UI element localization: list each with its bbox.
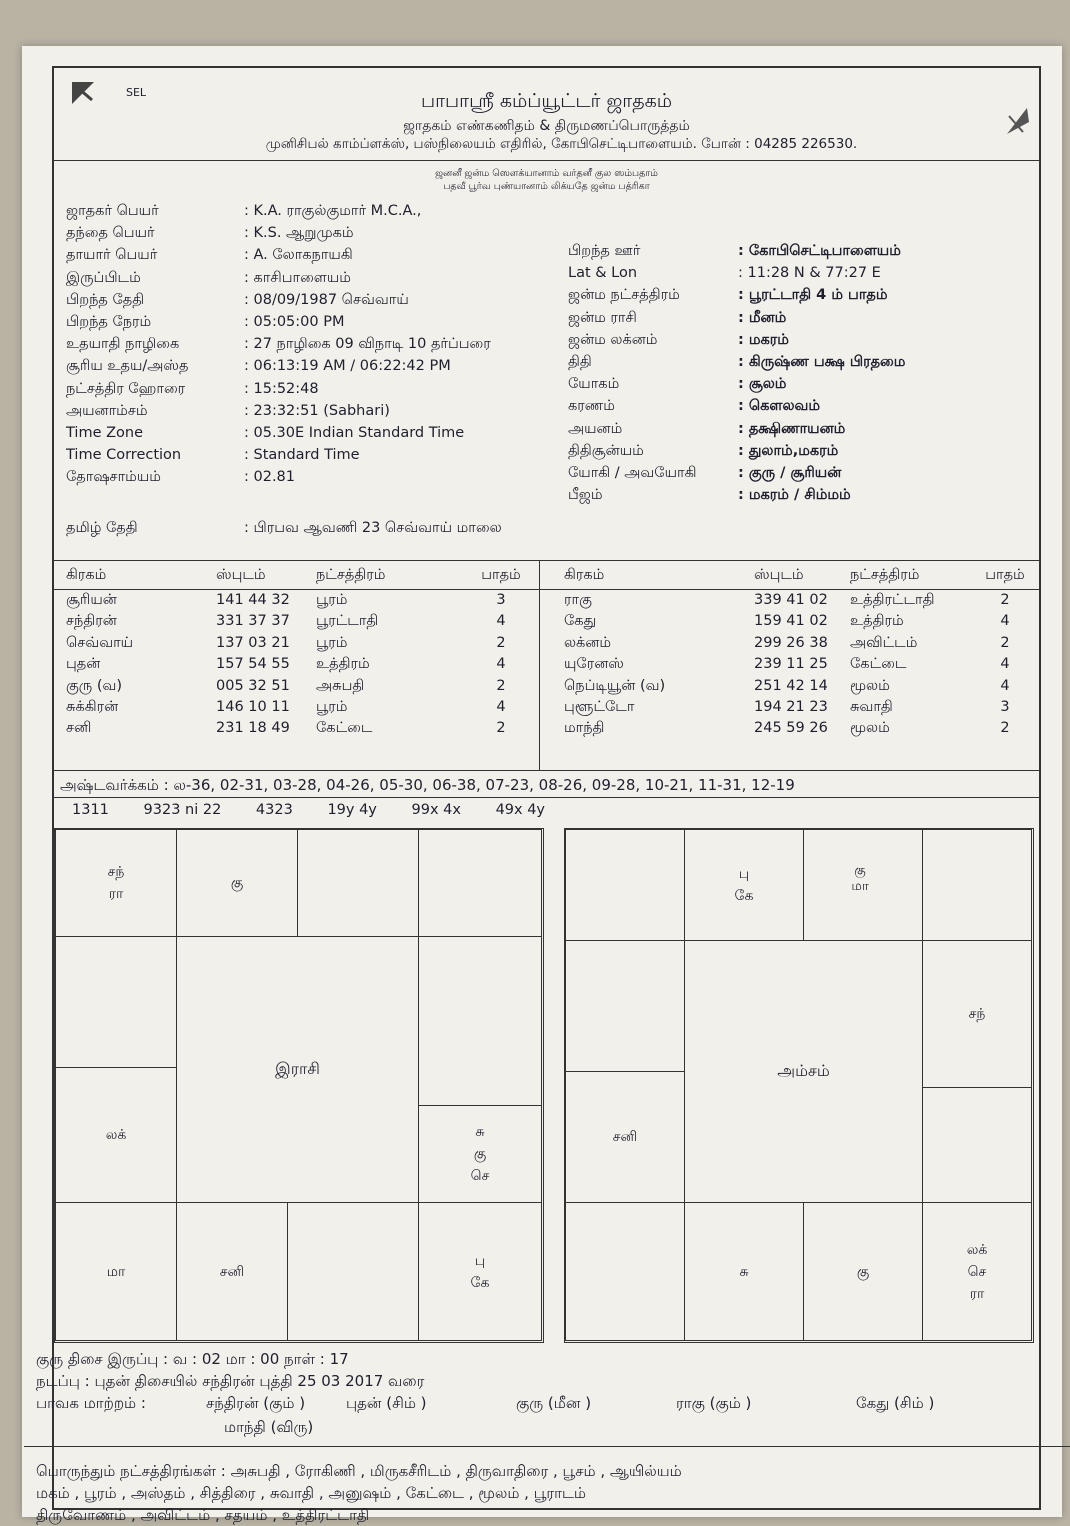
- table-header: கிரகம் ஸ்புடம் நட்சத்திரம் பாதம்: [540, 561, 1039, 590]
- detail-row: ஜாதகர் பெயர் : K.A. ராகுல்குமார் M.C.A.,: [66, 203, 422, 219]
- bhavaka-line: பாவக மாற்றம் : சந்திரன் (கும் ) புதன் (சிம் ) குரு (மீன ) ராகு (கும் ) கேது (சிம் ): [36, 1394, 935, 1412]
- table-row: யுரேனஸ் 239 11 25 கேட்டை 4: [564, 656, 1010, 673]
- code-row: 1311 9323 ni 22 4323 19y 4y 99x 4x 49x 4y: [72, 802, 546, 818]
- amsa-house: சு: [684, 1202, 804, 1341]
- amsa-center-label: அம்சம்: [777, 1061, 830, 1080]
- rasi-house: பு கே: [418, 1202, 542, 1341]
- table-row: சனி 231 18 49 கேட்டை 2: [66, 720, 506, 737]
- detail-row: தோஷசாம்யம் : 02.81: [66, 469, 296, 486]
- detail-row: ஜன்ம ராசி : மீனம்: [568, 309, 787, 326]
- table-row: லக்னம் 299 26 38 அவிட்டம் 2: [564, 634, 1010, 651]
- rasi-chart: [54, 828, 544, 1343]
- amsa-house: [565, 940, 685, 1072]
- table-row: சுக்கிரன் 146 10 11 பூரம் 4: [66, 698, 506, 715]
- rasi-house: சந் ரா: [55, 829, 177, 937]
- ashtakavarga-line: அஷ்டவர்க்கம் : ல-36, 02-31, 03-28, 04-26, 05-30, 06-38, 07-23, 08-26, 09-28, 10-21, 11-31, 12-19: [54, 770, 1039, 798]
- brand-tag: SEL: [126, 86, 147, 99]
- detail-row: உதயாதி நாழிகை : 27 நாழிகை 09 விநாடி 10 தர்ப்பரை: [66, 336, 491, 353]
- detail-row: கரணம் : கௌலவம்: [568, 398, 821, 415]
- address-line: முனிசிபல் காம்ப்ளக்ஸ், பஸ்நிலையம் எதிரில், கோபிசெட்டிபாளையம். போன் : 04285 226530.: [265, 136, 858, 152]
- amsa-house: லக் செ ரா: [922, 1202, 1032, 1341]
- amsa-house: பு கே: [684, 829, 804, 941]
- matching-stars-3: திருவோணம் , அவிட்டம் , சதயம் , உத்திரட்டாதி: [36, 1506, 370, 1524]
- table-row: புதன் 157 54 55 உத்திரம் 4: [66, 656, 506, 673]
- tagline-2: பதவீ பூர்வ புண்யானாம் லிக்யதே ஜன்ம பத்ரிகா: [443, 181, 650, 192]
- table-row: மாந்தி 245 59 26 மூலம் 2: [564, 720, 1010, 737]
- rasi-house: சு கு செ: [418, 1105, 542, 1203]
- table-row: ராகு 339 41 02 உத்திரட்டாதி 2: [564, 592, 1010, 608]
- detail-row: Time Correction : Standard Time: [66, 447, 360, 464]
- amsa-house: சந்: [922, 940, 1032, 1088]
- detail-row: திதி : கிருஷ்ண பக்ஷ பிரதமை: [568, 353, 906, 370]
- tamil-date-row: தமிழ் தேதி : பிரபவ ஆவணி 23 செவ்வாய் மாலை: [66, 520, 502, 536]
- page-title: பாபாஸ்ரீ கம்ப்யூட்டர் ஜாதகம்: [420, 90, 673, 112]
- detail-row: யோகி / அவயோகி : குரு / சூரியன்: [568, 464, 842, 481]
- table-row: செவ்வாய் 137 03 21 பூரம் 2: [66, 634, 506, 651]
- rasi-house: [287, 1202, 419, 1341]
- rasi-house: [418, 829, 542, 937]
- dasa-balance: குரு திசை இருப்பு : வ : 02 மா : 00 நாள் : 17: [36, 1350, 349, 1368]
- divider: [24, 1446, 1070, 1447]
- header: [54, 68, 1039, 161]
- table-row: நெப்டியூன் (வ) 251 42 14 மூலம் 4: [564, 677, 1010, 694]
- planet-table-right: [540, 560, 1039, 771]
- matching-stars-1: பொருந்தும் நட்சத்திரங்கள் : அசுபதி , ரோகிணி , மிருகசீரிடம் , திருவாதிரை , பூசம் , ஆயில்யம்: [36, 1462, 682, 1480]
- rasi-house: சனி: [176, 1202, 288, 1341]
- detail-row: அயனம் : தக்ஷிணாயனம்: [568, 420, 846, 437]
- rasi-center-label: இராசி: [275, 1059, 320, 1078]
- matching-stars-2: மகம் , பூரம் , அஸ்தம் , சித்திரை , சுவாதி , அனுஷம் , கேட்டை , மூலம் , பூராடம்: [36, 1484, 586, 1502]
- detail-row: சூரிய உதய/அஸ்த : 06:13:19 AM / 06:22:42 PM: [66, 358, 451, 375]
- detail-row: பீஜம் : மகரம் / சிம்மம்: [568, 487, 851, 504]
- detail-row: திதிசூன்யம் : துலாம்,மகரம்: [568, 442, 839, 459]
- rasi-house: லக்: [55, 1067, 177, 1203]
- rasi-house: மா: [55, 1202, 177, 1341]
- detail-row: நட்சத்திர ஹோரை : 15:52:48: [66, 380, 319, 397]
- amsa-house: [565, 829, 685, 941]
- tagline-1: ஜனனீ ஜன்ம ஸௌக்யானாம் வர்தனீ குல ஸம்பதாம்: [435, 168, 658, 179]
- detail-row: தந்தை பெயர் : K.S. ஆறுமுகம்: [66, 225, 354, 242]
- emblem-icon: [1003, 106, 1031, 136]
- rasi-house: கு: [176, 829, 298, 937]
- detail-row: இருப்பிடம் : காசிபாளையம்: [66, 269, 351, 286]
- table-header: கிரகம் ஸ்புடம் நட்சத்திரம் பாதம்: [54, 561, 539, 590]
- detail-row: Time Zone : 05.30E Indian Standard Time: [66, 424, 465, 441]
- rasi-house: [55, 936, 177, 1068]
- amsa-house-note: கு மா: [815, 849, 905, 909]
- detail-row: பிறந்த ஊர் : கோபிசெட்டிபாளையம்: [568, 243, 901, 259]
- detail-row: தாயார் பெயர் : A. லோகநாயகி: [66, 247, 353, 264]
- amsa-house: [565, 1202, 685, 1341]
- detail-row: யோகம் : சூலம்: [568, 376, 787, 393]
- amsa-house: [922, 829, 1032, 941]
- personal-details: [66, 200, 491, 488]
- horoscope-sheet: [22, 46, 1062, 1524]
- table-row: சந்திரன் 331 37 37 பூரட்டாதி 4: [66, 613, 506, 630]
- sheet-frame: [36, 66, 1041, 1524]
- table-row: குரு (வ) 005 32 51 அசுபதி 2: [66, 677, 506, 694]
- table-row: புளூட்டோ 194 21 23 சுவாதி 3: [564, 698, 1010, 715]
- detail-row: அயனாம்சம் : 23:32:51 (Sabhari): [66, 402, 390, 419]
- table-row: கேது 159 41 02 உத்திரம் 4: [564, 613, 1010, 630]
- detail-row: ஜன்ம நட்சத்திரம் : பூரட்டாதி 4 ம் பாதம்: [568, 287, 888, 304]
- page-subtitle: ஜாதகம் எண்கணிதம் & திருமணப்பொருத்தம்: [403, 118, 690, 134]
- detail-row: Lat & Lon : 11:28 N & 77:27 E: [568, 265, 881, 282]
- birth-details: [568, 240, 905, 506]
- detail-row: ஜன்ம லக்னம் : மகரம்: [568, 331, 789, 348]
- amsa-house: கு: [803, 1202, 923, 1341]
- rasi-house: [297, 829, 419, 937]
- rasi-house: [418, 936, 542, 1106]
- detail-row: பிறந்த தேதி : 08/09/1987 செவ்வாய்: [66, 291, 409, 308]
- bhavaka-extra: மாந்தி (விரு): [224, 1418, 314, 1436]
- current-period: நடப்பு : புதன் திசையில் சந்திரன் புத்தி 25 03 2017 வரை: [36, 1372, 425, 1390]
- amsa-chart: [564, 828, 1034, 1343]
- amsa-house: சனி: [565, 1071, 685, 1203]
- detail-row: பிறந்த நேரம் : 05:05:00 PM: [66, 313, 345, 330]
- table-row: சூரியன் 141 44 32 பூரம் 3: [66, 592, 506, 608]
- amsa-house: [922, 1087, 1032, 1203]
- planet-table-left: [54, 560, 540, 771]
